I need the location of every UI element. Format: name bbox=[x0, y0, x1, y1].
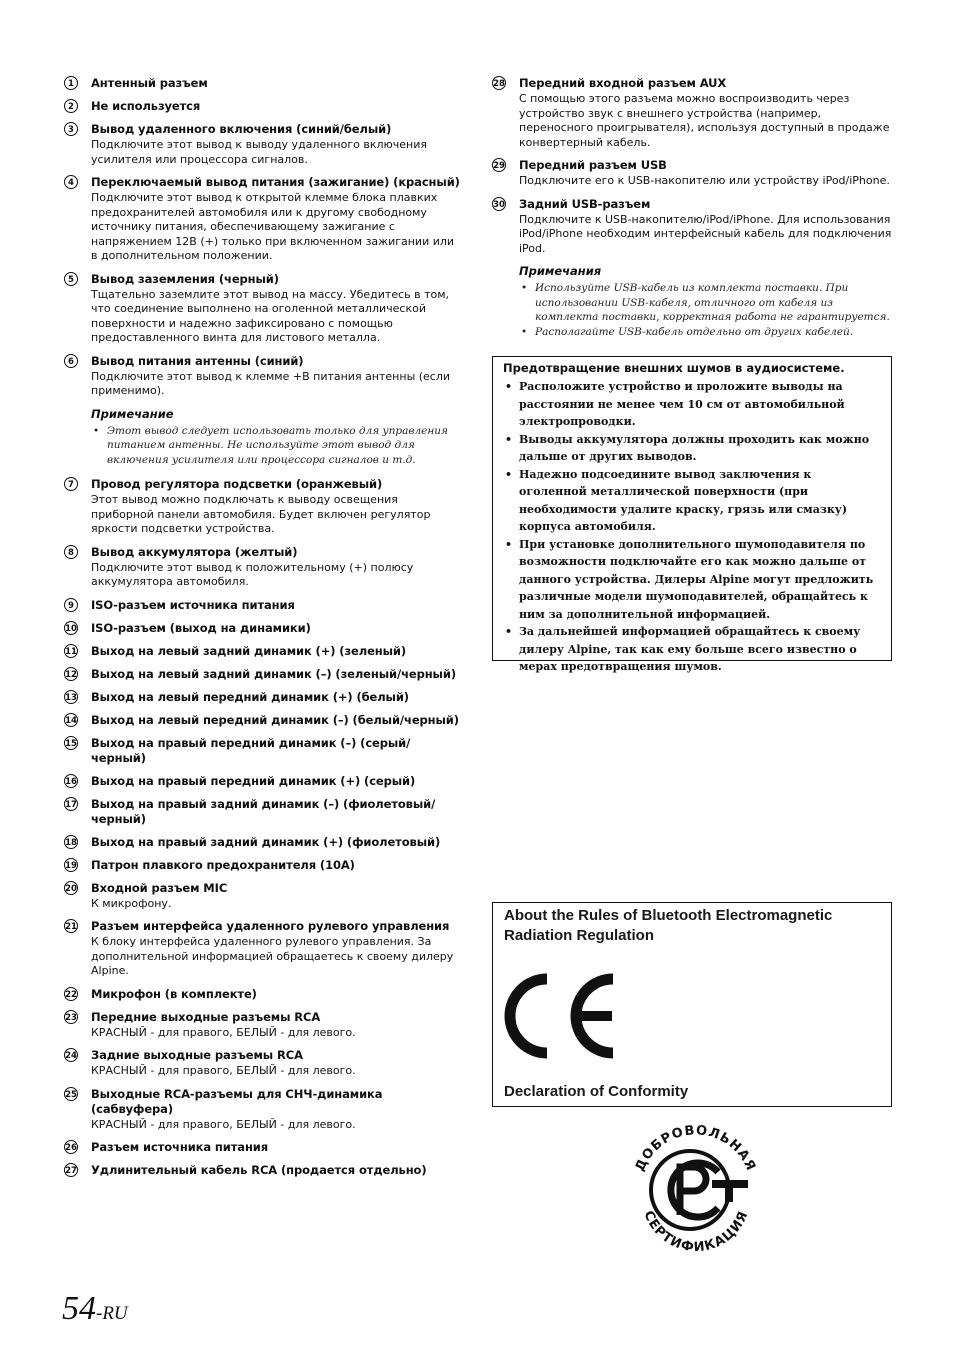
terminal-number-badge: 5 bbox=[64, 272, 78, 286]
terminal-item bbox=[64, 122, 464, 167]
terminal-description: КРАСНЫЙ - для правого, БЕЛЫЙ - для левого. bbox=[91, 1064, 356, 1077]
noise-tip-item: • Выводы аккумулятора должны проходить как можно дальше от других выводов. bbox=[503, 431, 881, 466]
terminal-description: Подключите этот вывод к выводу удаленного включения усилителя или процессора сигналов. bbox=[91, 138, 427, 166]
terminal-number-badge: 19 bbox=[64, 858, 78, 872]
declaration-of-conformity: Declaration of Conformity bbox=[504, 1083, 689, 1100]
ce-mark-icon bbox=[503, 973, 628, 1059]
terminal-number-badge: 25 bbox=[64, 1087, 78, 1101]
cert-bottom-text: СЕРТИФИКАЦИЯ bbox=[640, 1208, 752, 1256]
terminal-number-badge: 28 bbox=[492, 76, 506, 90]
terminal-title: Выход на левый передний динамик (+) (белый) bbox=[91, 689, 409, 704]
terminal-number-badge: 16 bbox=[64, 774, 78, 788]
terminal-item bbox=[64, 835, 464, 850]
terminal-number-badge: 1 bbox=[64, 76, 78, 90]
terminal-title: Разъем интерфейса удаленного рулевого управления bbox=[91, 919, 450, 933]
terminal-item bbox=[64, 1163, 464, 1178]
terminal-item bbox=[64, 621, 464, 636]
noise-box-list bbox=[503, 378, 881, 676]
noise-tip-item: • Расположите устройство и проложите выводы на расстоянии не менее чем 10 см от автомобильной электропроводки. bbox=[503, 378, 881, 431]
terminal-title: Микрофон (в комплекте) bbox=[91, 986, 257, 1001]
terminal-number-badge: 9 bbox=[64, 598, 78, 612]
terminal-title: Выход на левый задний динамик (–) (зеленый/черный) bbox=[91, 666, 456, 681]
noise-tip-item: • При установке дополнительного шумоподавителя по возможности подключайте его как можно дальше от данного устройства. Дилеры Alpine могут предложить различные модели шумоподавителей, обращайтесь к ним за дополнительной информацией. bbox=[503, 536, 881, 624]
terminal-description: КРАСНЫЙ - для правого, БЕЛЫЙ - для левого. bbox=[91, 1025, 356, 1039]
bluetooth-box-title: About the Rules of Bluetooth Electromagnetic Radiation Regulation bbox=[504, 907, 833, 944]
terminal-number-badge: 13 bbox=[64, 690, 78, 704]
terminal-number-badge: 11 bbox=[64, 644, 78, 658]
terminal-item bbox=[64, 919, 464, 979]
terminal-item bbox=[64, 477, 464, 537]
terminal-description: Тщательно заземлите этот вывод на массу. Убедитесь в том, что соединение выполнено на оголенной металлической поверхности и надежно зафиксировано с помощью предоставленного винта для листового металла. bbox=[91, 287, 450, 344]
terminal-number-badge: 17 bbox=[64, 797, 78, 811]
terminal-number-badge: 20 bbox=[64, 881, 78, 895]
terminal-title: Задний USB-разъем bbox=[519, 196, 651, 211]
terminal-title: Выходные RCA-разъемы для СНЧ-динамика (сабвуфера) bbox=[91, 1086, 383, 1116]
note-item: • Располагайте USB-кабель отдельно от других кабелей. bbox=[519, 325, 892, 340]
terminal-title: Вывод аккумулятора (желтый) bbox=[91, 544, 298, 559]
page-number-suffix: -RU bbox=[96, 1303, 128, 1324]
terminal-item bbox=[64, 774, 464, 789]
terminal-number-badge: 29 bbox=[492, 158, 506, 172]
terminal-title: ISO-разъем (выход на динамики) bbox=[91, 620, 311, 635]
terminal-title: Передний разъем USB bbox=[519, 158, 667, 172]
terminal-item bbox=[492, 76, 892, 150]
terminal-item bbox=[64, 545, 464, 590]
terminal-title: Провод регулятора подсветки (оранжевый) bbox=[91, 477, 383, 491]
terminal-description: К микрофону. bbox=[91, 896, 172, 910]
terminal-number-badge: 7 bbox=[64, 477, 78, 491]
note-title: Примечание bbox=[91, 406, 174, 421]
terminal-description: Подключите этот вывод к открытой клемме блока плавких предохранителей автомобиля или к другому свободному источнику питания, обеспечивающему зажигание с напряжением 12В (+) только при включенном зажигании или в дополнительном положении. bbox=[91, 191, 455, 262]
terminal-description: Подключите его к USB-накопителю или устройству iPod/iPhone. bbox=[519, 174, 890, 187]
terminal-number-badge: 23 bbox=[64, 1010, 78, 1024]
note-list bbox=[519, 281, 892, 339]
note-list bbox=[91, 424, 464, 468]
terminal-number-badge: 22 bbox=[64, 987, 78, 1001]
terminal-item bbox=[64, 76, 464, 91]
terminal-item bbox=[64, 1140, 464, 1155]
terminal-item bbox=[64, 175, 464, 264]
terminal-item bbox=[64, 1048, 464, 1079]
terminal-number-badge: 24 bbox=[64, 1048, 78, 1062]
terminal-number-badge: 12 bbox=[64, 667, 78, 681]
terminal-item bbox=[64, 713, 464, 728]
terminal-title: Задние выходные разъемы RCA bbox=[91, 1048, 303, 1062]
terminal-number-badge: 4 bbox=[64, 175, 78, 189]
terminal-number-badge: 2 bbox=[64, 99, 78, 113]
terminal-title: Выход на правый передний динамик (+) (серый) bbox=[91, 773, 416, 788]
terminal-title: Разъем источника питания bbox=[91, 1140, 269, 1154]
terminal-title: Выход на левый задний динамик (+) (зеленый) bbox=[91, 643, 407, 658]
terminal-title: Удлинительный кабель RCA (продается отдельно) bbox=[91, 1163, 427, 1177]
terminal-number-badge: 30 bbox=[492, 197, 506, 211]
terminal-item bbox=[64, 354, 464, 399]
note-block bbox=[64, 407, 464, 468]
terminal-title: Вывод питания антенны (синий) bbox=[91, 353, 304, 368]
noise-prevention-box bbox=[492, 356, 892, 673]
bluetooth-regulation-box bbox=[492, 902, 892, 1107]
noise-box-title: Предотвращение внешних шумов в аудиосистеме. bbox=[503, 361, 845, 375]
terminal-title: Передний входной разъем AUX bbox=[519, 76, 727, 90]
terminal-item bbox=[64, 1087, 464, 1133]
terminal-title: ISO-разъем источника питания bbox=[91, 597, 295, 612]
terminal-title: Вывод заземления (черный) bbox=[91, 271, 279, 286]
terminal-number-badge: 3 bbox=[64, 122, 78, 136]
terminal-title: Переключаемый вывод питания (зажигание) (красный) bbox=[91, 175, 460, 189]
terminal-title: Вывод удаленного включения (синий/белый) bbox=[91, 122, 392, 136]
note-item: • Этот вывод следует использовать только для управления питанием антенны. Не используйте этот вывод для включения усилителя или процессора сигналов и т.д. bbox=[91, 424, 464, 468]
terminal-title: Антенный разъем bbox=[91, 76, 208, 90]
note-item: • Используйте USB-кабель из комплекта поставки. При использовании USB-кабеля, отличного от кабеля из комплекта поставки, корректная работа не гарантируется. bbox=[519, 281, 892, 325]
terminal-item bbox=[64, 1010, 464, 1041]
terminal-title: Выход на правый передний динамик (–) (серый/черный) bbox=[91, 735, 411, 765]
terminal-description: С помощью этого разъема можно воспроизводить через устройство звук с внешнего устройства (например, переносного проигрывателя), используя доступный в продаже конвертерный кабель. bbox=[519, 92, 890, 149]
terminal-item bbox=[64, 272, 464, 346]
terminal-description: КРАСНЫЙ - для правого, БЕЛЫЙ - для левого. bbox=[91, 1117, 356, 1131]
terminal-title: Выход на левый передний динамик (–) (белый/черный) bbox=[91, 712, 459, 727]
terminal-title: Выход на правый задний динамик (+) (фиолетовый) bbox=[91, 834, 441, 849]
left-column bbox=[64, 76, 464, 1186]
note-title: Примечания bbox=[519, 264, 602, 278]
terminal-item bbox=[492, 197, 892, 257]
terminal-description: Подключите этот вывод к положительному (+) полюсу аккумулятора автомобиля. bbox=[91, 560, 414, 588]
terminal-number-badge: 8 bbox=[64, 545, 78, 559]
terminal-number-badge: 27 bbox=[64, 1163, 78, 1177]
terminal-number-badge: 26 bbox=[64, 1140, 78, 1154]
terminal-title: Патрон плавкого предохранителя (10A) bbox=[91, 857, 355, 872]
terminal-item bbox=[64, 667, 464, 682]
terminal-item bbox=[64, 881, 464, 912]
terminal-number-badge: 15 bbox=[64, 736, 78, 750]
terminal-description: Подключите этот вывод к клемме +B питания антенны (если применимо). bbox=[91, 369, 451, 397]
terminal-description: Подключите к USB-накопителю/iPod/iPhone. Для использования iPod/iPhone необходим интерфейсный кабель для подключения iPod. bbox=[519, 212, 892, 255]
noise-tip-item: • Надежно подсоедините вывод заключения к оголенной металлической поверхности (при необходимости удалите краску, грязь или смазку) корпуса автомобиля. bbox=[503, 466, 881, 536]
right-column bbox=[492, 76, 892, 349]
terminal-number-badge: 10 bbox=[64, 621, 78, 635]
terminal-number-badge: 21 bbox=[64, 919, 78, 933]
terminal-title: Передние выходные разъемы RCA bbox=[91, 1009, 321, 1024]
page-number-value: 54 bbox=[62, 1290, 96, 1327]
terminal-description: Этот вывод можно подключать к выводу освещения приборной панели автомобиля. Будет включен регулятор яркости подсветки устройства. bbox=[91, 493, 431, 535]
terminal-item bbox=[64, 690, 464, 705]
terminal-number-badge: 14 bbox=[64, 713, 78, 727]
terminal-item bbox=[64, 644, 464, 659]
note-block bbox=[492, 264, 892, 339]
terminal-description: К блоку интерфейса удаленного рулевого управления. За дополнительной информацией обращаетесь к своему дилеру Alpine. bbox=[91, 935, 454, 977]
terminal-number-badge: 18 bbox=[64, 835, 78, 849]
terminal-item bbox=[64, 99, 464, 114]
terminal-item bbox=[64, 598, 464, 613]
terminal-title: Выход на правый задний динамик (–) (фиолетовый/черный) bbox=[91, 796, 436, 826]
terminal-item bbox=[64, 797, 464, 827]
terminal-title: Не используется bbox=[91, 99, 201, 113]
rst-certification-mark-icon bbox=[628, 1122, 763, 1257]
cert-top-text: ДОБРОВОЛЬНАЯ bbox=[632, 1123, 759, 1174]
terminal-item bbox=[64, 987, 464, 1002]
noise-tip-item: • За дальнейшей информацией обращайтесь к своему дилеру Alpine, так как ему больше всего известно о мерах предотвращения шумов. bbox=[503, 623, 881, 676]
page-number bbox=[62, 1290, 128, 1328]
terminal-item bbox=[492, 158, 892, 189]
terminal-number-badge: 6 bbox=[64, 354, 78, 368]
terminal-title: Входной разъем MIC bbox=[91, 880, 228, 895]
terminal-item bbox=[64, 736, 464, 766]
terminal-item bbox=[64, 858, 464, 873]
